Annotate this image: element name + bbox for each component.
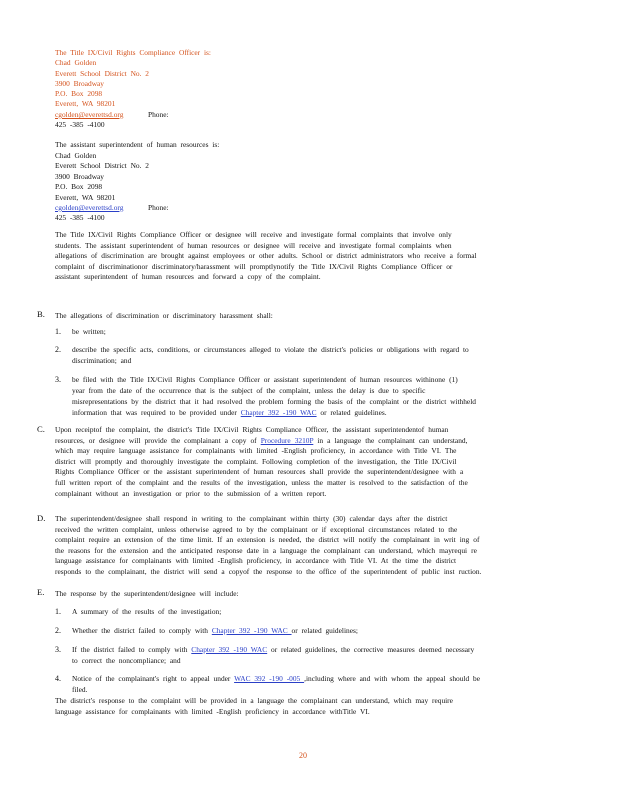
b-item-1-text: be written; <box>72 327 106 336</box>
intro-line: assistant superintendent of human resources and forward a copy of the complaint. <box>55 272 321 282</box>
e-item-1-number: 1. <box>55 607 61 616</box>
officer-phone-label: Phone: <box>148 110 169 119</box>
section-c-paragraph <box>55 425 565 499</box>
e-item-4-line2: filed. <box>72 685 88 694</box>
officer-street: 3900 Broadway <box>55 79 105 88</box>
e-item-4-text <box>72 674 480 683</box>
chapter-wac-link[interactable]: Chapter 392 -190 WAC <box>191 645 268 654</box>
e-item-3-pre: If the district failed to comply with <box>72 645 192 654</box>
intro-line: allegations of discrimination are brought against employees or other adults. School or district administrators who receive a formal <box>55 251 477 261</box>
officer-phone: 425 -385 -4100 <box>55 120 105 129</box>
b-item-3-tail: or related guidelines. <box>316 408 387 417</box>
e-item-2-pre: Whether the district failed to comply with <box>72 626 212 635</box>
e-item-4-pre: Notice of the complainant's right to appeal under <box>72 674 235 683</box>
section-d-line: language assistance for complainants with limited -English proficiency, in accordance with Title VI. At the time the district <box>55 556 457 566</box>
superintendent-pobox: P.O. Box 2098 <box>55 182 103 191</box>
e-item-2-text <box>72 626 358 635</box>
superintendent-email-link[interactable]: cgolden@everettsd.org <box>55 203 124 212</box>
section-c-line-post: in a language the complainant can understand, <box>313 435 468 445</box>
section-c-letter: C. <box>37 424 45 434</box>
section-d-line: responds to the complainant, the district will send a copyof the response to the office of the superintendent of public inst ruction. <box>55 566 482 576</box>
section-d-line: The superintendent/designee shall respond in writing to the complainant within thirty (30) calendar days after the district <box>55 514 448 523</box>
officer-heading: The Title IX/Civil Rights Compliance Officer is: <box>55 48 211 57</box>
superintendent-street: 3900 Broadway <box>55 172 105 181</box>
b-item-3-line: misrepresentations by the district that it had resolved the problem forming the basis of the complaint or the district withheld <box>72 397 476 406</box>
section-c-line: Rights Compliance Officer or the assistant superintendent of human resources shall provide the superintendent/designee with a <box>55 467 464 477</box>
b-item-3-line: be filed with the Title IX/Civil Rights Compliance Officer or assistant superintendent of human resources withinone (1) <box>72 375 458 384</box>
section-d-letter: D. <box>37 513 46 523</box>
intro-line: students. The assistant superintendent of human resources or designee will receive and investigate formal complaints when <box>55 240 452 250</box>
procedure-link[interactable]: Procedure 3210P <box>260 435 314 445</box>
chapter-wac-link[interactable]: Chapter 392 -190 WAC <box>211 626 292 635</box>
section-d-line: complaint require an extension of the time limit. If an extension is needed, the district will notify the complainant in writ ing of <box>55 535 480 545</box>
officer-email-link[interactable]: cgolden@everettsd.org <box>55 110 124 119</box>
b-item-3-line-text: information that was required to be provided under <box>72 408 241 417</box>
intro-line: complaint of discriminationor discriminatory/harassment will promptlynotify the Title IX/Civil Rights Compliance Officer or <box>55 261 453 271</box>
page-number: 20 <box>299 751 307 760</box>
superintendent-city: Everett, WA 98201 <box>55 193 116 202</box>
section-d-line: received the written complaint, unless otherwise agreed to by the complainant or if exceptional circumstances related to the <box>55 524 458 534</box>
section-e-text: The response by the superintendent/designee will include: <box>55 589 239 598</box>
b-item-2-number: 2. <box>55 345 61 354</box>
officer-pobox: P.O. Box 2098 <box>55 89 103 98</box>
e-item-2-number: 2. <box>55 626 61 635</box>
superintendent-phone-label: Phone: <box>148 203 169 212</box>
section-c-line-pre: resources, or designee will provide the complainant a copy of <box>55 435 261 445</box>
officer-district: Everett School District No. 2 <box>55 69 150 78</box>
section-c-line <box>55 436 565 447</box>
e-item-3-line2: to correct the noncompliance; and <box>72 656 181 665</box>
e-item-2-post: or related guidelines; <box>291 626 358 635</box>
section-c-line: district will promptly and thoroughly investigate the complaint. Following completion of the investigation, the Title IX/Civil <box>55 456 457 466</box>
e-item-3-text <box>72 645 474 654</box>
e-item-1-text: A summary of the results of the investigation; <box>72 607 222 616</box>
intro-line: The Title IX/Civil Rights Compliance Officer or designee will receive and investigate formal complaints that involve only <box>55 230 452 239</box>
superintendent-phone: 425 -385 -4100 <box>55 213 105 222</box>
e-item-4-post: ,including where and with whom the appeal should be <box>304 674 480 683</box>
chapter-wac-link[interactable]: Chapter 392 -190 WAC <box>240 408 317 417</box>
b-item-3-line: year from the date of the occurrence that is the subject of the complaint, unless the delay is due to specific <box>72 386 426 395</box>
officer-name: Chad Golden <box>55 58 97 67</box>
e-item-4-number: 4. <box>55 674 61 683</box>
superintendent-name: Chad Golden <box>55 151 97 160</box>
officer-city: Everett, WA 98201 <box>55 99 116 108</box>
intro-paragraph <box>55 230 565 283</box>
section-e-letter: E. <box>37 587 45 597</box>
b-item-3-line <box>72 408 387 417</box>
wac-link[interactable]: WAC 392 -190 -005 <box>234 674 305 683</box>
e-item-3-number: 3. <box>55 645 61 654</box>
superintendent-district: Everett School District No. 2 <box>55 161 150 170</box>
b-item-1-number: 1. <box>55 327 61 336</box>
section-c-line: complainant without an investigation or prior to the submission of a written report. <box>55 488 327 498</box>
e-item-3-post: or related guidelines, the corrective measures deemed necessary <box>267 645 475 654</box>
e-closing-line: language assistance for complainants with limited -English proficiency in accordance withTitle VI. <box>55 707 370 716</box>
b-item-2-line: discrimination; and <box>72 356 132 365</box>
section-c-line: full written report of the complaint and the results of the investigation, unless the matter is resolved to the satisfaction of the <box>55 477 468 487</box>
b-item-3-number: 3. <box>55 375 61 384</box>
section-b-letter: B. <box>37 309 45 319</box>
b-item-2-line: describe the specific acts, conditions, or circumstances alleged to violate the district's policies or obligations with regard to <box>72 345 469 354</box>
section-c-line: which may require language assistance for complainants with limited -English proficiency, in accordance with Title VI. The <box>55 446 457 456</box>
e-closing-line: The district's response to the complaint will be provided in a language the complainant can understand, which may require <box>55 696 453 705</box>
section-b-text: The allegations of discrimination or discriminatory harassment shall: <box>55 311 273 320</box>
section-d-paragraph <box>55 514 565 578</box>
section-d-line: the reasons for the extension and the anticipated response date in a language the complainant can understand, which mayrequi re <box>55 545 477 555</box>
section-c-line: Upon receiptof the complaint, the district's Title IX/Civil Rights Compliance Officer, the assistant superintendentof human <box>55 425 449 434</box>
superintendent-heading: The assistant superintendent of human resources is: <box>55 140 220 149</box>
